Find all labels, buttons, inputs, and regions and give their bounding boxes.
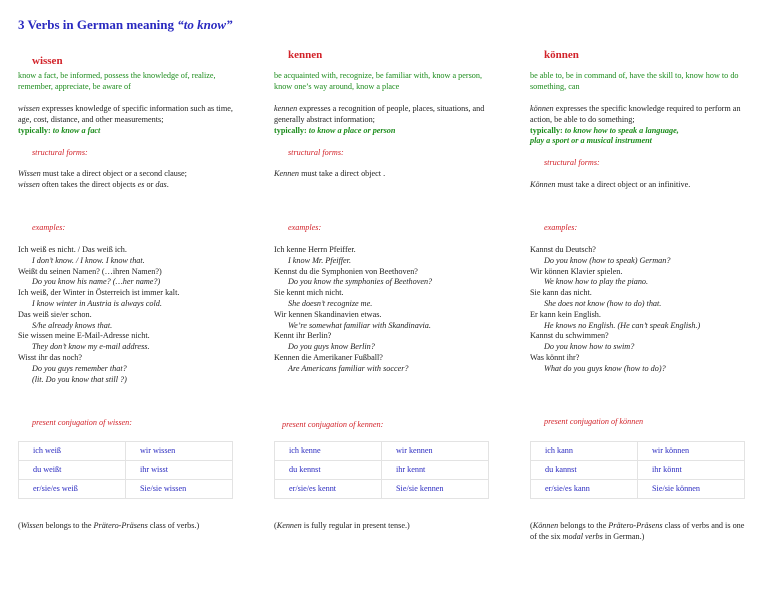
example-english: I know Mr. Pfeiffer. xyxy=(288,255,351,265)
example-german: Ich kenne Herrn Pfeiffer. xyxy=(274,245,356,254)
examples-list xyxy=(18,245,236,385)
table-cell: er/sie/es kennt xyxy=(275,480,382,499)
table-cell: du kennst xyxy=(275,461,382,480)
verb-heading: wissen xyxy=(32,55,63,67)
footnote: (Können belongs to the Prätero-Präsens class of verbs and is one of the six modal verbs in German.) xyxy=(530,521,745,541)
example-german: Er kann kein English. xyxy=(530,309,601,319)
table-cell: ihr wisst xyxy=(126,461,233,480)
footnote: (Kennen is fully regular in present tense.) xyxy=(274,521,410,530)
description: kennen expresses a recognition of people, places, situations, and generally abstract information; typically: to know a place or person xyxy=(274,104,485,135)
example-german: Wir kennen Skandinavien etwas. xyxy=(274,309,382,319)
table-cell: wir können xyxy=(638,442,745,461)
table-cell: er/sie/es kann xyxy=(531,480,638,499)
example-english: Do you know the symphonies of Beethoven? xyxy=(288,277,433,287)
example-german: Sie kennt mich nicht. xyxy=(274,288,344,298)
table-cell: wir wissen xyxy=(126,442,233,461)
example-english: She does not know (how to do) that. xyxy=(544,298,662,308)
meaning-text: be acquainted with, recognize, be familiar with, know a person, know one’s way around, know a place xyxy=(274,71,483,91)
table-cell: er/sie/es weiß xyxy=(19,480,126,499)
example-german: Kannst du Deutsch? xyxy=(530,245,596,254)
example-english: Do you guys know Berlin? xyxy=(288,342,375,352)
table-cell: ihr könnt xyxy=(638,461,745,480)
structural-forms-label: structural forms: xyxy=(544,158,600,167)
structural-forms-label: structural forms: xyxy=(32,148,88,157)
example-english: I know winter in Austria is always cold. xyxy=(32,298,162,308)
footnote: (Wissen belongs to the Prätero-Präsens class of verbs.) xyxy=(18,521,200,530)
conjugation-label: present conjugation of können xyxy=(544,417,644,426)
table-row xyxy=(19,442,233,461)
description: wissen expresses knowledge of specific information such as time, age, cost, distance, and other measurements; typically: to know a fact xyxy=(18,104,233,135)
structural-forms-label: structural forms: xyxy=(288,148,344,157)
example-german: Wisst ihr das noch? xyxy=(18,352,83,362)
table-row xyxy=(19,461,233,480)
example-german: Sie kann das nicht. xyxy=(530,288,592,298)
example-german: Weißt du seinen Namen? (…ihren Namen?) xyxy=(18,266,162,276)
structural-forms: Können must take a direct object or an infinitive. xyxy=(530,180,691,189)
table-row xyxy=(19,480,233,499)
description: können expresses the specific knowledge required to perform an action, be able to do something; typically: to know how to speak a language, play a sport or a musical instrument xyxy=(530,104,741,146)
conjugation-table xyxy=(530,441,745,499)
example-german: Kennt ihr Berlin? xyxy=(274,331,332,341)
table-cell: ich kann xyxy=(531,442,638,461)
example-english: We’re somewhat familiar with Skandinavia. xyxy=(288,320,431,330)
example-english: What do you guys know (how to do)? xyxy=(544,363,666,373)
table-cell: Sie/sie wissen xyxy=(126,480,233,499)
example-german: Kennst du die Symphonien von Beethoven? xyxy=(274,266,418,276)
example-german: Ich weiß, der Winter in Österreich ist immer kalt. xyxy=(18,288,180,298)
structural-forms: Kennen must take a direct object . xyxy=(274,169,386,178)
example-german: Was könnt ihr? xyxy=(530,352,580,362)
page-title: 3 Verbs in German meaning “to know” xyxy=(18,17,233,32)
table-cell: wir kennen xyxy=(382,442,489,461)
conjugation-label: present conjugation of wissen: xyxy=(32,418,132,427)
example-english: (lit. Do you know that still ?) xyxy=(32,374,127,384)
example-english: Do you guys remember that? xyxy=(32,363,127,373)
meaning-text: be able to, be in command of, have the skill to, know how to do something, can xyxy=(530,71,739,91)
example-english: They don’t know my e-mail address. xyxy=(32,342,150,352)
conjugation-table xyxy=(274,441,489,499)
table-cell: du kannst xyxy=(531,461,638,480)
examples-list xyxy=(274,245,492,375)
example-english: He knows no English. (He can’t speak English.) xyxy=(544,320,701,330)
verb-heading: kennen xyxy=(288,49,323,61)
example-english: We know how to play the piano. xyxy=(544,277,649,287)
example-english: S/he already knows that. xyxy=(32,320,113,330)
table-row xyxy=(531,461,745,480)
table-row xyxy=(531,442,745,461)
conjugation-label: present conjugation of kennen: xyxy=(282,420,384,429)
table-cell: du weißt xyxy=(19,461,126,480)
verb-heading: können xyxy=(544,49,579,61)
example-german: Wir können Klavier spielen. xyxy=(530,266,623,276)
example-english: I don’t know. / I know. I know that. xyxy=(32,255,145,265)
example-english: Do you know his name? (…her name?) xyxy=(32,277,161,287)
example-english: She doesn’t recognize me. xyxy=(288,298,373,308)
table-cell: Sie/sie können xyxy=(638,480,745,499)
table-row xyxy=(275,461,489,480)
meaning-text: know a fact, be informed, possess the knowledge of, realize, remember, appreciate, be aware of xyxy=(18,71,216,91)
structural-forms: Wissen must take a direct object or a second clause; wissen often takes the direct objects es or das. xyxy=(18,169,187,189)
table-cell: Sie/sie kennen xyxy=(382,480,489,499)
example-german: Kennen die Amerikaner Fußball? xyxy=(274,352,383,362)
table-row xyxy=(275,442,489,461)
conjugation-table xyxy=(18,441,233,499)
table-cell: ihr kennt xyxy=(382,461,489,480)
example-english: Do you know how to swim? xyxy=(544,342,635,352)
examples-label: examples: xyxy=(32,223,66,232)
table-row xyxy=(531,480,745,499)
examples-label: examples: xyxy=(288,223,322,232)
example-english: Are Americans familiar with soccer? xyxy=(288,363,409,373)
example-german: Kannst du schwimmen? xyxy=(530,331,609,341)
examples-list xyxy=(530,245,748,375)
table-row xyxy=(275,480,489,499)
example-german: Sie wissen meine E-Mail-Adresse nicht. xyxy=(18,331,150,341)
table-cell: ich weiß xyxy=(19,442,126,461)
example-german: Ich weiß es nicht. / Das weiß ich. xyxy=(18,245,127,254)
table-cell: ich kenne xyxy=(275,442,382,461)
example-german: Das weiß sie/er schon. xyxy=(18,309,92,319)
example-english: Do you know (how to speak) German? xyxy=(544,255,671,265)
examples-label: examples: xyxy=(544,223,578,232)
